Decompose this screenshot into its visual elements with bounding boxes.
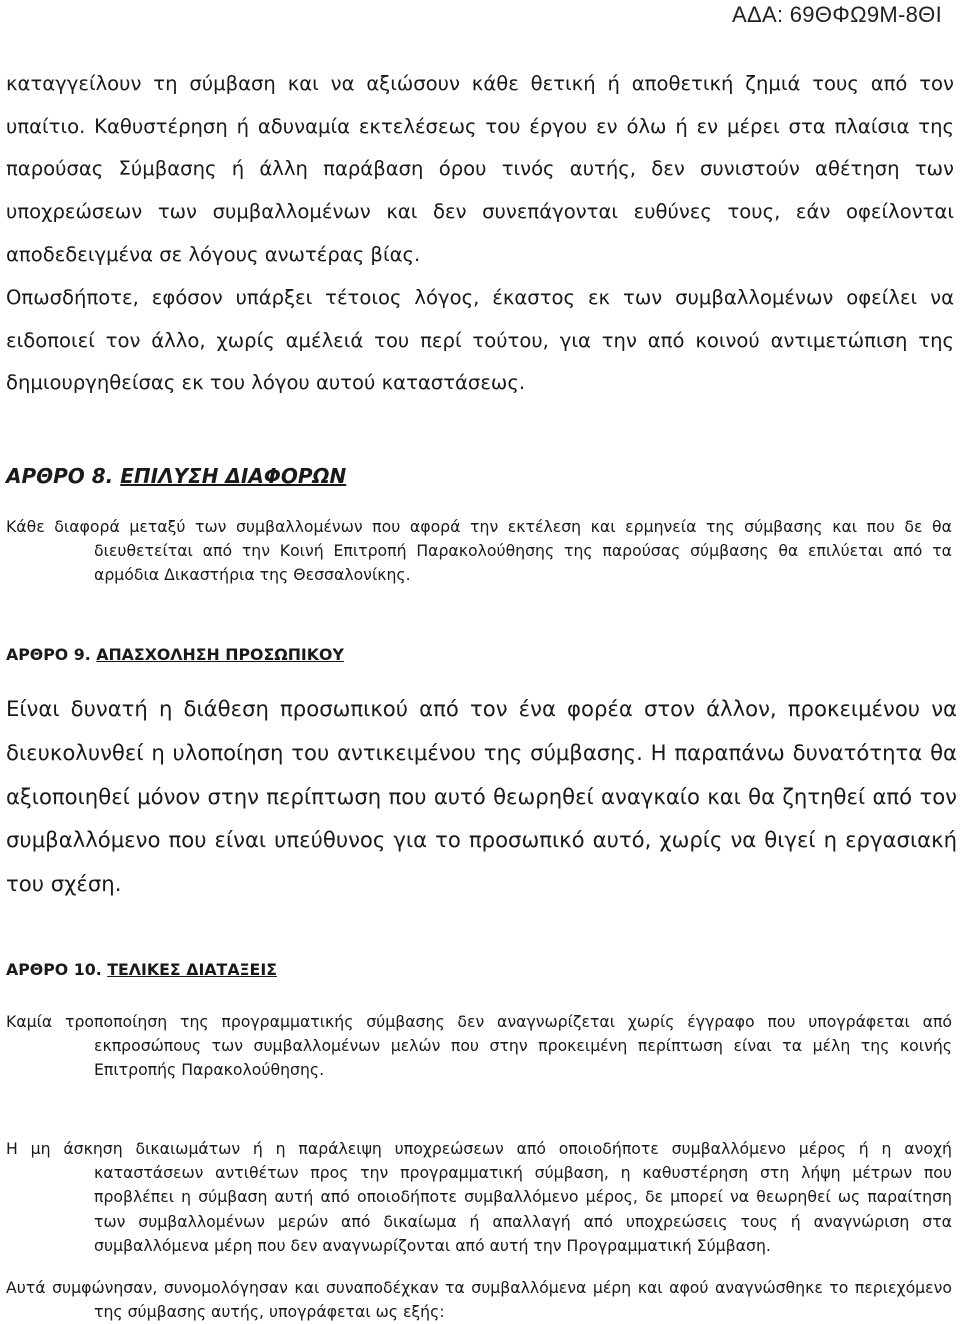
paragraph-notification: Οπωσδήποτε, εφόσον υπάρξει τέτοιος λόγος, έκαστος εκ των συμβαλλομένων οφείλει να ειδοποιεί τον άλλο, χωρίς αμέλειά του περί τούτου, για την από κοινού αντιμετώπιση της δημιουργηθείσας εκ του λόγου αυτού καταστάσεως. xyxy=(6,286,954,395)
article-10-text-amendments: Καμία τροποποίηση της προγραμματικής σύμβασης δεν αναγνωρίζεται χωρίς έγγραφο που υπογράφεται από εκπροσώπους των συμβαλλομένων μελών που στην προκειμένη περίπτωση είναι τα μέλη της κοινής Επιτροπής Παρακολούθησης. xyxy=(6,1012,952,1080)
article-10-text-waiver: Η μη άσκηση δικαιωμάτων ή η παράλειψη υποχρεώσεων από οποιοδήποτε συμβαλλόμενο μέρος ή η ανοχή καταστάσεων αντιθέτων προς την προγραμματική σύμβαση, η καθυστέρηση στη λήψη μέτρων που προβλέπει η σύμβαση αυτή από οποιοδήποτε συμβαλλόμενο μέρος, δε μπορεί να θεωρηθεί ως παραίτηση των συμβαλλομένων μερών από δικαίωμα ή απαλλαγή από υποχρεώσεις τους ή αναγνώριση στα συμβαλλόμενα μέρη που δεν αναγνωρίζονται από αυτή την Προγραμματική Σύμβαση. xyxy=(6,1139,952,1255)
article-10-label: ΑΡΘΡΟ 10. xyxy=(6,960,102,979)
article-8-heading xyxy=(6,462,346,490)
article-8-title: ΕΠΙΛΥΣΗ ΔΙΑΦΟΡΩΝ xyxy=(120,464,347,488)
article-9-text: Είναι δυνατή η διάθεση προσωπικού από τον ένα φορέα στον άλλον, προκειμένου να διευκολυνθεί η υλοποίηση του αντικειμένου της σύμβασης. Η παραπάνω δυνατότητα θα αξιοποιηθεί μόνον στην περίπτωση που αυτό θεωρηθεί αναγκαίο και θα ζητηθεί από τον συμβαλλόμενο που είναι υπεύθυνος για το προσωπικό αυτό, χωρίς να θιγεί η εργασιακή του σχέση. xyxy=(6,696,957,897)
article-8-label: ΑΡΘΡΟ 8. xyxy=(6,464,114,488)
article-9-heading xyxy=(6,644,344,666)
article-10-heading xyxy=(6,959,277,981)
ada-code: ΑΔΑ: 69ΘΦΩ9Μ-8ΘΙ xyxy=(732,2,942,27)
article-9-title: ΑΠΑΣΧΟΛΗΣΗ ΠΡΟΣΩΠΙΚΟΥ xyxy=(96,645,344,664)
paragraph-force-majeure: καταγγείλουν τη σύμβαση και να αξιώσουν κάθε θετική ή αποθετική ζημιά τους από τον υπαίτιο. Καθυστέρηση ή αδυναμία εκτελέσεως του έργου εν όλω ή εν μέρει στα πλαίσια της παρούσας Σύμβασης ή άλλη παράβαση όρου τινός αυτής, δεν συνιστούν αθέτηση των υποχρεώσεων των συμβαλλομένων και δεν συνεπάγονται ευθύνες τους, εάν οφείλονται αποδεδειγμένα σε λόγους ανωτέρας βίας. xyxy=(6,72,954,266)
article-10-title: ΤΕΛΙΚΕΣ ΔΙΑΤΑΞΕΙΣ xyxy=(107,960,277,979)
article-9-label: ΑΡΘΡΟ 9. xyxy=(6,645,91,664)
article-10-text-signatures: Αυτά συμφώνησαν, συνομολόγησαν και συναποδέχκαν τα συμβαλλόμενα μέρη και αφού αναγνώσθηκε το περιεχόμενο της σύμβασης αυτής, υπογράφεται ως εξής: xyxy=(6,1278,952,1322)
article-8-text: Κάθε διαφορά μεταξύ των συμβαλλομένων που αφορά την εκτέλεση και ερμηνεία της σύμβασης και που δε θα διευθετείται από την Κοινή Επιτροπή Παρακολούθησης της παρούσας σύμβασης θα επιλύεται από τα αρμόδια Δικαστήρια της Θεσσαλονίκης. xyxy=(6,517,952,585)
